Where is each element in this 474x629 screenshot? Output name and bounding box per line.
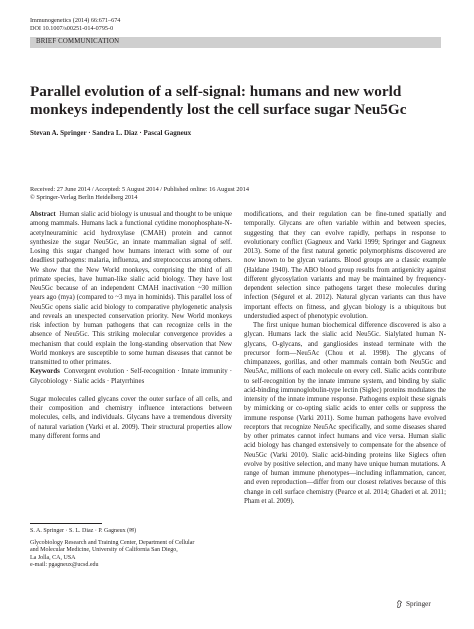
keywords-text: Convergent evolution · Self-recognition · Innate immunity · Glycobiology · Sialic acids · Platyrrhines: [30, 368, 232, 385]
right-column: [244, 210, 446, 506]
body-paragraph-3: The first unique human biochemical difference discovered is also a glycan. Humans lack the sialic acid Neu5Gc. Sialylated human N-glycans, O-glycans, and gangliosides instead terminate with the precursor form—Neu5Ac (Chou et al. 1998). The glycans of chimpanzees, gorillas, and other mammals contain both Neu5Gc and Neu5Ac, millions of each molecule on every cell. Sialic acids contribute to self-recognition by the innate immune system, and binding by sialic acid-binding immunoglobulin-type lectin (Siglec) proteins modulates the intensity of the innate immune response. Pathogens exploit these signals by mimicking or co-opting sialic acids to enter cells or suppress the immune response (Varki 2011). Some human pathogens have evolved receptors that recognize Neu5Ac specifically, and some diseases shared by other primates cannot infect humans and vice versa. Human sialic acid biology has changed extensively to compensate for the absence of Neu5Gc (Varki 2010). Sialic acid-binding proteins like Siglecs often evolve by positive selection, and many have unique human mutations. A range of human immune phenotypes—including inflammation, cancer, and even reproduction—differ from our closest relatives because of this change in cell surface chemistry (Pearce et al. 2014; Ghaderi et al. 2011; Pham et al. 2009).: [244, 322, 446, 505]
keywords: [30, 367, 232, 386]
article-title: Parallel evolution of a self-signal: humans and new world monkeys independently lost the cell surface sugar Neu5Gc: [30, 83, 407, 118]
journal-line: Immunogenetics (2014) 66:671–674: [30, 17, 121, 24]
footnote-affiliation-1: Glycobiology Research and Training Center, Department of Cellular: [30, 539, 195, 546]
footnote-affiliation-2: and Molecular Medicine, University of California San Diego,: [30, 547, 178, 554]
copyright-line: © Springer-Verlag Berlin Heidelberg 2014: [30, 194, 138, 201]
left-column: [30, 210, 232, 441]
publisher-name: Springer: [406, 600, 431, 608]
springer-horse-icon: [396, 600, 403, 608]
footnote-affiliation-3: La Jolla, CA, USA: [30, 554, 76, 561]
keywords-label: Keywords: [30, 368, 60, 376]
section-label: BRIEF COMMUNICATION: [36, 38, 120, 45]
author-list: Stevan A. Springer · Sandra L. Diaz · Pascal Gagneux: [30, 129, 192, 137]
footnote-email[interactable]: e-mail: pgagneux@ucsd.edu: [30, 562, 99, 569]
footnote-authors: S. A. Springer · S. L. Diaz · P. Gagneux (✉): [30, 528, 137, 534]
abstract-label: Abstract: [30, 211, 56, 218]
publication-dates: [30, 186, 249, 202]
journal-citation: [30, 17, 120, 33]
dates-line: Received: 27 June 2014 / Accepted: 5 August 2014 / Published online: 16 August 2014: [30, 186, 249, 193]
body-paragraph-2: modifications, and their regulation can be fine-tuned spatially and temporally. Glycans are often variable within and between species, suggesting that they can evolve rapidly, perhaps in response to evolutionary conflict (Gagneux and Varki 1999; Springer and Gagneux 2013). Some of the first natural genetic polymorphisms discovered are now known to be glycan variants. Blood groups are a classic example (Haldane 1940). The ABO blood group results from antigenicity against different glycosylation variants and may be maintained by frequency-dependent selection since pathogens target these molecules during infection (Ségurel et al. 2012). Natural glycan variants can thus have important effects on fitness, and glycan biology is a ubiquitous but understudied aspect of phenotypic evolution.: [244, 211, 446, 320]
abstract: [30, 210, 232, 367]
abstract-text: Human sialic acid biology is unusual and thought to be unique among mammals. Humans lack a functional cytidine monophosphate-N-acetylneuraminic acid hydroxylase (CMAH) protein and cannot synthesize the sugar Neu5Gc, an innate mammalian signal of self. Losing this sugar changed how humans interact with some of our deadliest pathogens: malaria, influenza, and streptococcus among others. We show that the New World monkeys, comprising the third of all primate species, have human-like sialic acid biology. They have lost Neu5Gc because of an independent CMAH inactivation ~30 million years ago (mya) (compared to ~3 mya in hominids). This parallel loss of Neu5Gc opens sialic acid biology to comparative phylogenetic analysis and reveals an unexpected conservation priority. New World monkeys risk infection by human pathogens that can recognize cells in the absence of Neu5Gc. This striking molecular convergence provides a mechanism that could explain the long-standing observation that New World monkeys are susceptible to some human diseases that cannot be transmitted to other primates.: [30, 211, 232, 366]
body-paragraph-1: Sugar molecules called glycans cover the outer surface of all cells, and their composition and chemistry influence interactions between molecules, cells, and individuals. Glycans have a tremendous diversity of natural variation (Varki et al. 2009). Their structural properties allow many different forms and: [30, 395, 232, 440]
publisher-mark: [396, 600, 431, 608]
section-band: [30, 37, 441, 48]
doi-line[interactable]: DOI 10.1007/s00251-014-0795-0: [30, 25, 114, 32]
footnote-rule: [30, 523, 102, 524]
author-footnote: [30, 528, 235, 570]
